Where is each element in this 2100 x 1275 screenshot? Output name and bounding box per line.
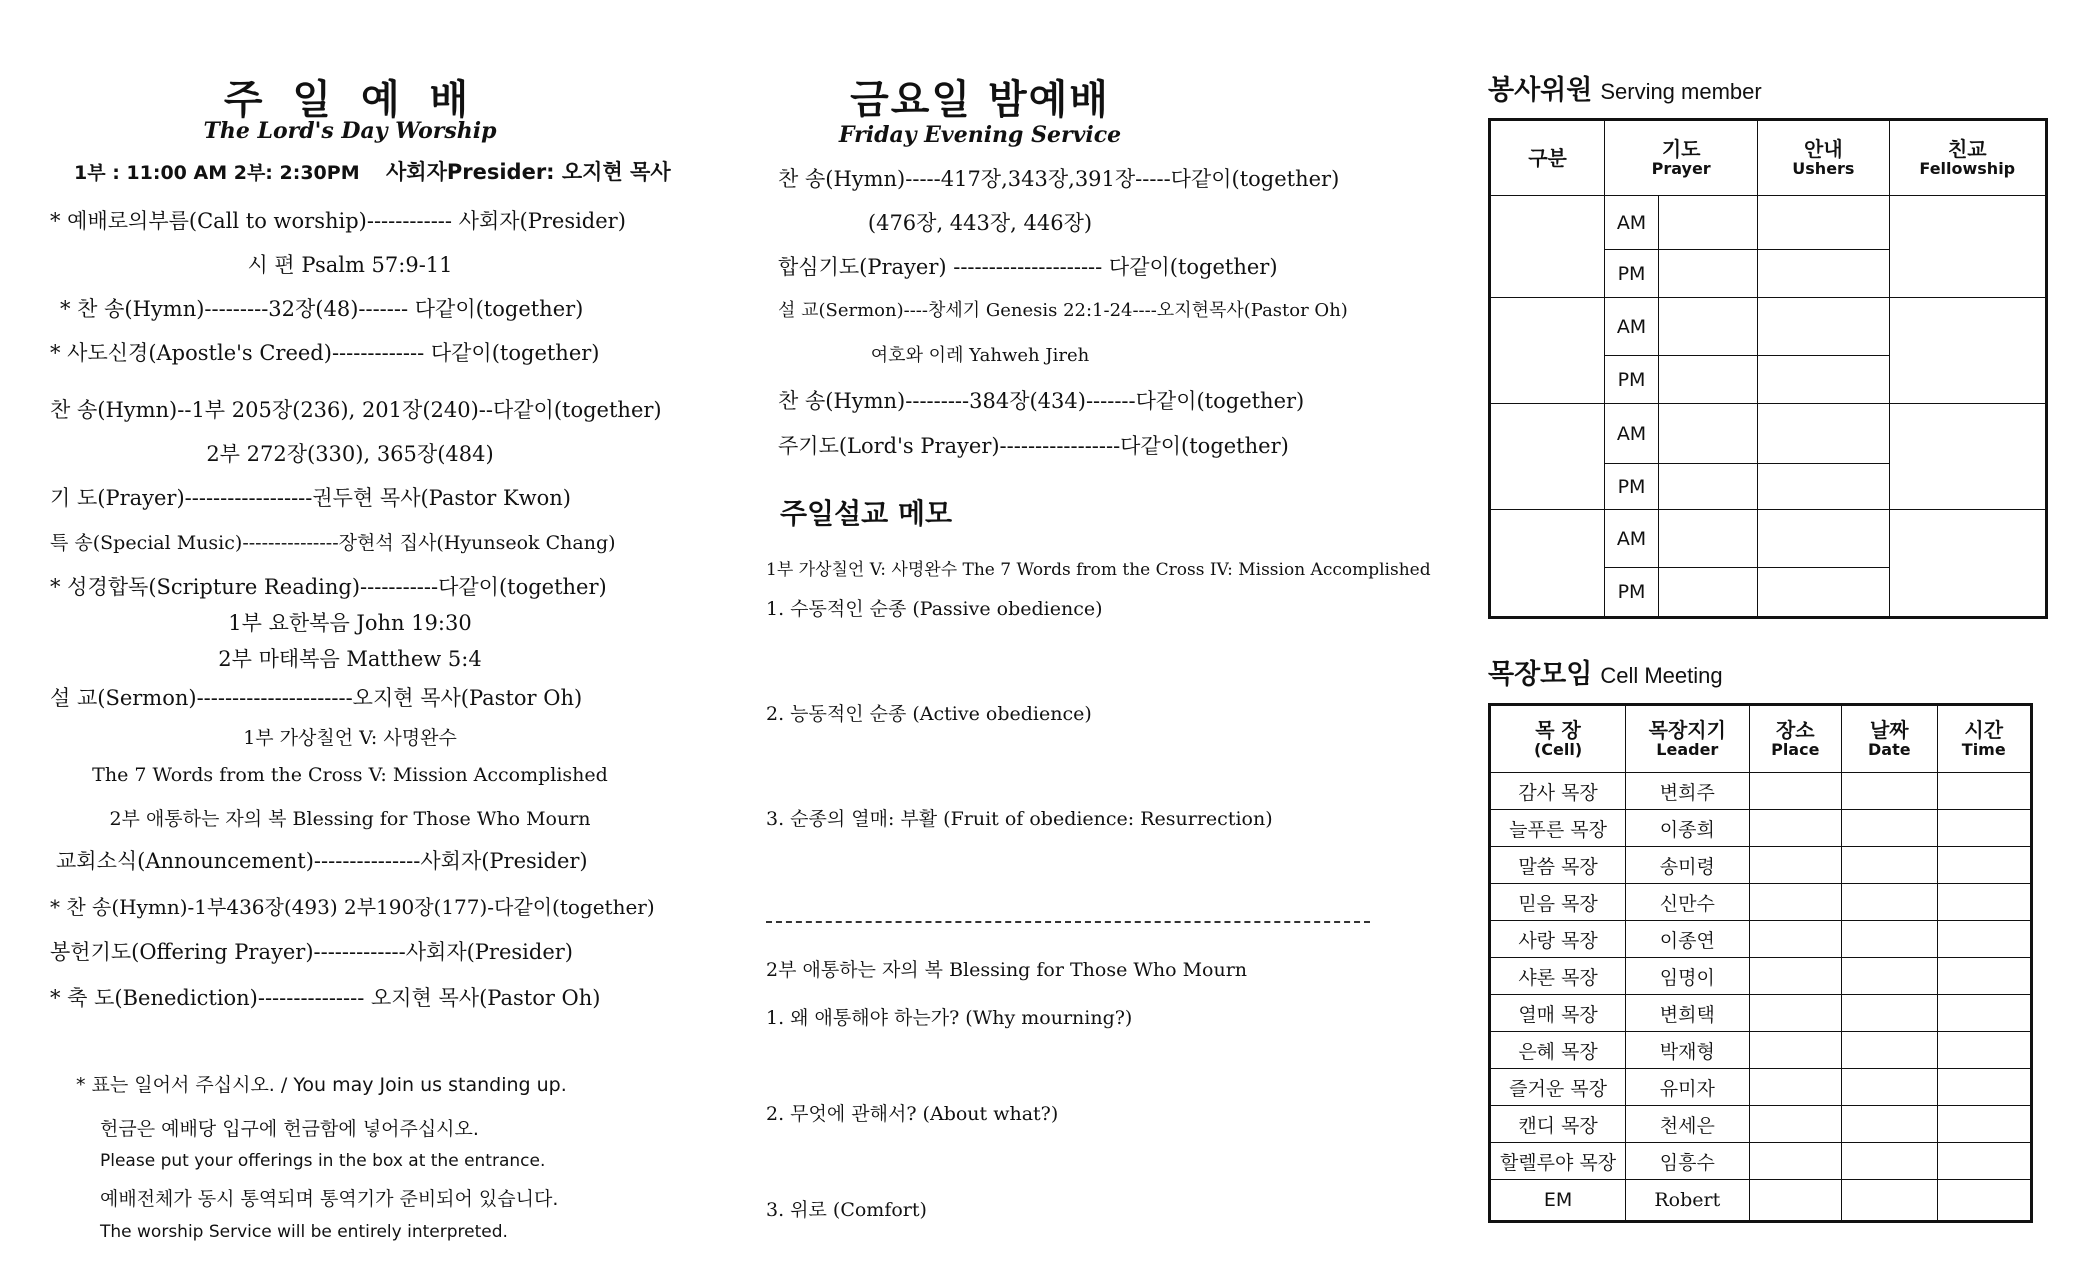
- cell-header-row: [1490, 705, 2032, 773]
- friday-item: 찬 송(Hymn)-----417장,343장,391장-----다같이(together): [778, 167, 1340, 191]
- cell-header-time: 시간 Time: [1937, 705, 2032, 773]
- memo-line: 2. 무엇에 관해서? (About what?): [766, 1103, 1059, 1125]
- group-cell: [1490, 404, 1605, 510]
- cell-leader: 이종연: [1626, 921, 1749, 958]
- cell-name: 말씀 목장: [1490, 847, 1626, 884]
- order-item: 교회소식(Announcement)---------------사회자(Presider): [56, 849, 588, 873]
- table-row: [1490, 921, 2032, 958]
- table-row: [1490, 810, 2032, 847]
- memo-title: 주일설교 메모: [780, 497, 953, 530]
- cell-leader: 변희주: [1626, 773, 1749, 810]
- service-times: 1부 : 11:00 AM 2부: 2:30PM: [74, 162, 360, 184]
- table-row: [1490, 1069, 2032, 1106]
- order-item: 1부 요한복음 John 19:30: [228, 611, 472, 635]
- order-item: 특 송(Special Music)---------------장현석 집사(Hyunseok Chang): [50, 532, 616, 554]
- cell-name: 감사 목장: [1490, 773, 1626, 810]
- order-item: * 찬 송(Hymn)-1부436장(493) 2부190장(177)-다같이(together): [50, 895, 655, 919]
- note: 헌금은 예배당 입구에 헌금함에 넣어주십시오.: [100, 1118, 479, 1140]
- cell-leader: 변희택: [1626, 995, 1749, 1032]
- cell-name: 열매 목장: [1490, 995, 1626, 1032]
- order-item: 2부 애통하는 자의 복 Blessing for Those Who Mourn: [109, 808, 591, 830]
- friday-item: 주기도(Lord's Prayer)-----------------다같이(together): [778, 434, 1289, 458]
- order-item: 찬 송(Hymn)--1부 205장(236), 201장(240)--다같이(together): [50, 398, 662, 422]
- cell-name: 사랑 목장: [1490, 921, 1626, 958]
- order-item: 시 편 Psalm 57:9-11: [247, 253, 453, 277]
- sunday-title-en: The Lord's Day Worship: [203, 118, 497, 144]
- friday-worship-panel: [760, 0, 1431, 1275]
- serving-row: [1490, 510, 2047, 568]
- order-item: * 예배로의부름(Call to worship)------------ 사회자(Presider): [50, 209, 626, 233]
- cell-leader: Robert: [1626, 1180, 1749, 1222]
- group-cell: [1490, 196, 1605, 298]
- pm-label: PM: [1605, 356, 1659, 404]
- cell-name: 늘푸른 목장: [1490, 810, 1626, 847]
- am-label: AM: [1605, 510, 1659, 568]
- memo-line: 2부 애통하는 자의 복 Blessing for Those Who Mourn: [766, 959, 1248, 981]
- note: The worship Service will be entirely interpreted.: [100, 1222, 508, 1242]
- note: Please put your offerings in the box at the entrance.: [100, 1151, 546, 1171]
- memo-line: 1. 수동적인 순종 (Passive obedience): [766, 598, 1103, 620]
- memo-line: 1부 가상칠언 V: 사명완수 The 7 Words from the Cross IV: Mission Accomplished: [766, 560, 1431, 580]
- cell-name: EM: [1490, 1180, 1626, 1222]
- memo-line: 3. 순종의 열매: 부활 (Fruit of obedience: Resurrection): [766, 808, 1273, 830]
- serving-title-en: Serving member: [1600, 79, 1762, 104]
- friday-item: 여호와 이레 Yahweh Jireh: [870, 345, 1090, 366]
- table-row: [1490, 847, 2032, 884]
- group-cell: [1490, 510, 1605, 618]
- cell-name: 할렐루야 목장: [1490, 1143, 1626, 1180]
- serving-header-ushers: 안내 Ushers: [1758, 120, 1889, 196]
- fellowship-cell: [1889, 298, 2046, 404]
- memo-line: 2. 능동적인 순종 (Active obedience): [766, 703, 1092, 725]
- order-item: 기 도(Prayer)------------------권두현 목사(Pastor Kwon): [50, 486, 571, 510]
- cell-name: 샤론 목장: [1490, 958, 1626, 995]
- order-item: 1부 가상칠언 V: 사명완수: [243, 727, 457, 749]
- friday-item: 찬 송(Hymn)---------384장(434)-------다같이(together): [778, 389, 1305, 413]
- order-item: * 사도신경(Apostle's Creed)------------- 다같이(together): [50, 341, 600, 365]
- serving-row: [1490, 196, 2047, 250]
- cell-leader: 이종희: [1626, 810, 1749, 847]
- am-label: AM: [1605, 404, 1659, 464]
- note: 예배전체가 동시 통역되며 통역기가 준비되어 있습니다.: [100, 1188, 559, 1210]
- table-row: [1490, 1032, 2032, 1069]
- memo-divider: [766, 921, 1370, 923]
- cell-meeting-table: [1488, 703, 2033, 1223]
- fellowship-cell: [1889, 510, 2046, 618]
- am-label: AM: [1605, 196, 1659, 250]
- note: * 표는 일어서 주십시오. / You may Join us standing up.: [76, 1074, 567, 1096]
- fellowship-cell: [1889, 196, 2046, 298]
- cell-name: 은혜 목장: [1490, 1032, 1626, 1069]
- order-item: The 7 Words from the Cross V: Mission Accomplished: [92, 764, 608, 786]
- fellowship-cell: [1889, 404, 2046, 510]
- cell-leader: 천세은: [1626, 1106, 1749, 1143]
- am-label: AM: [1605, 298, 1659, 356]
- roster-panel: [1488, 0, 2068, 1275]
- sunday-worship-panel: [40, 0, 671, 1275]
- table-row: [1490, 1106, 2032, 1143]
- serving-title-kr: 봉사위원: [1488, 75, 1593, 106]
- cell-header-cell: 목 장 (Cell): [1490, 705, 1626, 773]
- cell-leader: 임흥수: [1626, 1143, 1749, 1180]
- cell-title-kr: 목장모임: [1488, 659, 1593, 690]
- order-item: * 축 도(Benediction)--------------- 오지현 목사(Pastor Oh): [50, 986, 601, 1010]
- friday-title-en: Friday Evening Service: [838, 122, 1122, 148]
- serving-header-group: 구분: [1490, 120, 1605, 196]
- cell-title-en: Cell Meeting: [1600, 663, 1723, 688]
- serving-title: [1488, 68, 1762, 107]
- memo-line: 3. 위로 (Comfort): [766, 1199, 927, 1221]
- order-item: * 찬 송(Hymn)---------32장(48)------- 다같이(together): [60, 297, 584, 321]
- cell-leader: 박재형: [1626, 1032, 1749, 1069]
- pm-label: PM: [1605, 250, 1659, 298]
- pm-label: PM: [1605, 464, 1659, 510]
- table-row: [1490, 884, 2032, 921]
- presider: 사회자Presider: 오지현 목사: [386, 160, 671, 184]
- table-row: [1490, 958, 2032, 995]
- table-row: [1490, 995, 2032, 1032]
- cell-header-leader: 목장지기 Leader: [1626, 705, 1749, 773]
- friday-item: (476장, 443장, 446장): [867, 211, 1093, 235]
- friday-title-kr: 금요일 밤예배: [850, 77, 1110, 123]
- order-item: 설 교(Sermon)----------------------오지현 목사(Pastor Oh): [50, 686, 583, 710]
- memo-line: 1. 왜 애통해야 하는가? (Why mourning?): [766, 1007, 1133, 1029]
- serving-table: [1488, 118, 2048, 619]
- pm-label: PM: [1605, 568, 1659, 618]
- serving-row: [1490, 404, 2047, 464]
- table-row: [1490, 773, 2032, 810]
- serving-header-prayer: 기도 Prayer: [1605, 120, 1758, 196]
- friday-item: 합심기도(Prayer) --------------------- 다같이(together): [778, 255, 1278, 279]
- cell-name: 캔디 목장: [1490, 1106, 1626, 1143]
- sunday-title-kr: 주 일 예 배: [223, 77, 477, 123]
- order-item: 2부 마태복음 Matthew 5:4: [218, 647, 482, 671]
- friday-item: 설 교(Sermon)----창세기 Genesis 22:1-24----오지현목사(Pastor Oh): [778, 300, 1348, 321]
- cell-header-date: 날짜 Date: [1842, 705, 1937, 773]
- cell-leader: 유미자: [1626, 1069, 1749, 1106]
- group-cell: [1490, 298, 1605, 404]
- order-item: * 성경합독(Scripture Reading)-----------다같이(together): [50, 575, 607, 599]
- serving-header-row: [1490, 120, 2047, 196]
- cell-leader: 신만수: [1626, 884, 1749, 921]
- table-row: [1490, 1180, 2032, 1222]
- serving-header-fellowship: 친교 Fellowship: [1889, 120, 2046, 196]
- cell-leader: 임명이: [1626, 958, 1749, 995]
- cell-title: [1488, 652, 1723, 691]
- serving-row: [1490, 298, 2047, 356]
- cell-name: 믿음 목장: [1490, 884, 1626, 921]
- order-item: 봉헌기도(Offering Prayer)-------------사회자(Presider): [50, 940, 573, 964]
- cell-leader: 송미령: [1626, 847, 1749, 884]
- order-item: 2부 272장(330), 365장(484): [206, 442, 494, 466]
- table-row: [1490, 1143, 2032, 1180]
- cell-name: 즐거운 목장: [1490, 1069, 1626, 1106]
- cell-header-place: 장소 Place: [1749, 705, 1842, 773]
